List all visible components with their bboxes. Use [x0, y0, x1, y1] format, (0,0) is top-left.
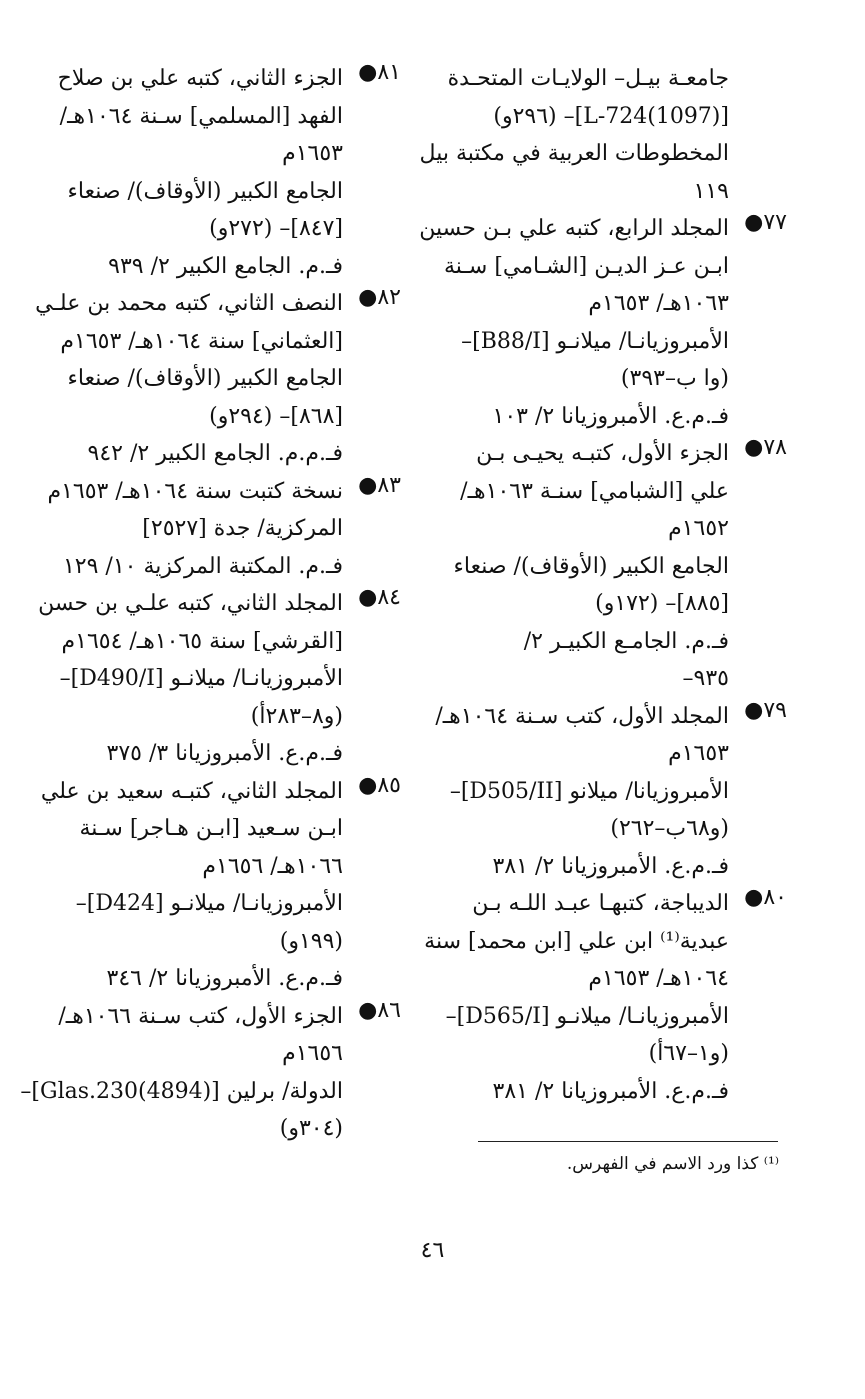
text-line: الديباجة، كتبهـا عبـد اللـه بـن: [472, 891, 729, 916]
text-line: فـ.م.م. الجامع الكبير ٢/ ٩٤٢: [87, 441, 343, 466]
text-line: فـ.م. الجامع الكبير ٢/ ٩٣٩: [108, 253, 343, 279]
text-line: ١٠٦٣هـ/ ١٦٥٣م: [588, 291, 729, 316]
text-line: ١٦٥٦م: [282, 1041, 343, 1066]
catalog-entry-83: [43, 472, 401, 586]
text-line: فـ.م. الجامـع الكبيـر ٢/: [523, 628, 729, 654]
catalog-entry-78: [429, 435, 787, 698]
text-line: فـ.م.ع. الأمبروزيانا ٢/ ٣٨١: [492, 853, 729, 879]
text-line: (و٦٨ب–٢٦٢): [610, 816, 729, 841]
entry-number: ٨٦●: [358, 997, 401, 1023]
catalog-entry-85: [40, 772, 401, 998]
text-line: الأمبروزيانا/ ميلانو [D505/II]–: [449, 778, 729, 804]
text-line: (٣٠٤و): [279, 1116, 343, 1141]
catalog-entry-86: [20, 997, 401, 1148]
text-line: فـ.م.ع. الأمبروزيانا ٢/ ٣٤٦: [106, 966, 343, 991]
footnote: ⁽¹⁾ كذا ورد الاسم في الفهرس.: [566, 1154, 779, 1174]
text-line: ١٦٥٢م: [668, 516, 729, 541]
text-line: ١٠٦٦هـ/ ١٦٥٦م: [202, 853, 343, 879]
text-line: (و٨–٢٨٣أ): [250, 703, 343, 729]
text-line: ١٠٦٤هـ/ ١٦٥٣م: [588, 966, 729, 991]
entry-number: ٨١●: [358, 60, 401, 85]
text-line: (وا ب–٣٩٣): [620, 366, 729, 391]
text-line: المجلد الرابع، كتبه علي بـن حسين: [419, 216, 729, 241]
entry-number: ٨٢●: [358, 285, 401, 310]
text-line: المركزية/ جدة [٢٥٢٧]: [142, 516, 343, 541]
entry-number: ٧٧●: [744, 210, 787, 235]
text-line: [L-724(1097)]– (٢٩٦و): [493, 103, 729, 129]
text-line: [٨٨٥]– (١٧٢و): [595, 591, 729, 616]
text-line: الفهد [المسلمي] سـنة ١٠٦٤هـ/: [59, 103, 343, 129]
text-line: [٨٦٨]– (٢٩٤و): [209, 403, 343, 429]
catalog-entry-81: [43, 60, 401, 285]
text-line: [القرشي] سنة ١٠٦٥هـ/ ١٦٥٤م: [61, 628, 343, 654]
text-line: المخطوطات العربية في مكتبة بيل: [419, 141, 729, 166]
right-column: [419, 60, 787, 1110]
catalog-entry-82: [35, 285, 401, 473]
entry-number: ٨٥●: [358, 772, 401, 798]
text-line: ١١٩: [693, 178, 729, 204]
text-line: الجامع الكبير (الأوقاف)/ صنعاء: [453, 553, 729, 579]
text-line: الأمبروزيانـا/ ميلانـو [D565/I]–: [445, 1003, 729, 1029]
text-line: الأمبروزيانـا/ ميلانـو [D424]–: [75, 891, 343, 916]
text-line: ابـن سـعيد [ابـن هـاجر] سـنة: [79, 816, 343, 841]
text-line: [العثماني] سنة ١٠٦٤هـ/ ١٦٥٣م: [60, 328, 343, 354]
text-line: ١٦٥٣م: [282, 141, 343, 166]
page-number: ٤٦: [420, 1238, 445, 1263]
entry-number: ٧٩●: [744, 697, 787, 723]
text-line: المجلد الثاني، كتبـه سعيد بن علي: [40, 778, 343, 804]
text-line: فـ.م.ع. الأمبروزيانا ٢/ ٣٨١: [492, 1078, 729, 1104]
text-line: فـ.م.ع. الأمبروزيانا ٢/ ١٠٣: [492, 403, 729, 429]
text-line: فـ.م. المكتبة المركزية ١٠/ ١٢٩: [62, 553, 343, 579]
text-line: عبدية⁽¹⁾ ابن علي [ابن محمد] سنة: [424, 928, 729, 954]
footnote-divider: [478, 1141, 778, 1142]
text-line: المجلد الثاني، كتبه علـي بن حسن: [38, 591, 343, 616]
text-line: الأمبروزيانـا/ ميلانـو [B88/I]–: [461, 328, 729, 354]
text-line: الجامع الكبير (الأوقاف)/ صنعاء: [67, 366, 343, 391]
text-line: (١٩٩و): [279, 928, 343, 954]
text-line: الجزء الثاني، كتبه علي بن صلاح: [57, 66, 343, 91]
text-line: المجلد الأول، كتب سـنة ١٠٦٤هـ/: [435, 703, 729, 729]
catalog-entry-84: [38, 585, 401, 773]
text-line: علي [الشبامي] سنـة ١٠٦٣هـ/: [460, 478, 729, 504]
entry-number: ٨٠●: [744, 885, 787, 910]
entry-number: ٨٤●: [358, 585, 401, 610]
text-line: النصف الثاني، كتبه محمد بن علـي: [35, 291, 343, 316]
catalog-entry-79: [429, 697, 787, 886]
continuation-entry: [419, 60, 729, 210]
left-column: [20, 60, 401, 1148]
text-line: (و١–٦٧أ): [648, 1041, 729, 1066]
text-line: الدولة/ برلين [Glas.230(4894)]–: [20, 1078, 343, 1104]
text-line: الجزء الأول، كتبـه يحيـى بـن: [476, 441, 729, 466]
text-line: الجزء الأول، كتب سـنة ١٠٦٦هـ/: [58, 1003, 343, 1029]
catalog-entry-77: [419, 210, 787, 435]
text-line: فـ.م.ع. الأمبروزيانا ٣/ ٣٧٥: [106, 741, 343, 766]
entry-number: ٨٣●: [358, 472, 401, 498]
entry-number: ٧٨●: [744, 435, 787, 460]
text-line: نسخة كتبت سنة ١٠٦٤هـ/ ١٦٥٣م: [47, 478, 343, 504]
catalog-entry-80: [424, 885, 787, 1110]
text-line: جامعـة بيـل– الولايـات المتحـدة: [447, 66, 729, 91]
text-line: الجامع الكبير (الأوقاف)/ صنعاء: [67, 178, 343, 204]
text-line: ابـن عـز الديـن [الشـامي] سـنة: [444, 253, 729, 279]
text-line: [٨٤٧]– (٢٧٢و): [209, 216, 343, 241]
text-line: الأمبروزيانـا/ ميلانـو [D490/I]–: [59, 666, 343, 691]
text-line: ٩٣٥–: [682, 666, 729, 691]
text-line: ١٦٥٣م: [668, 741, 729, 766]
